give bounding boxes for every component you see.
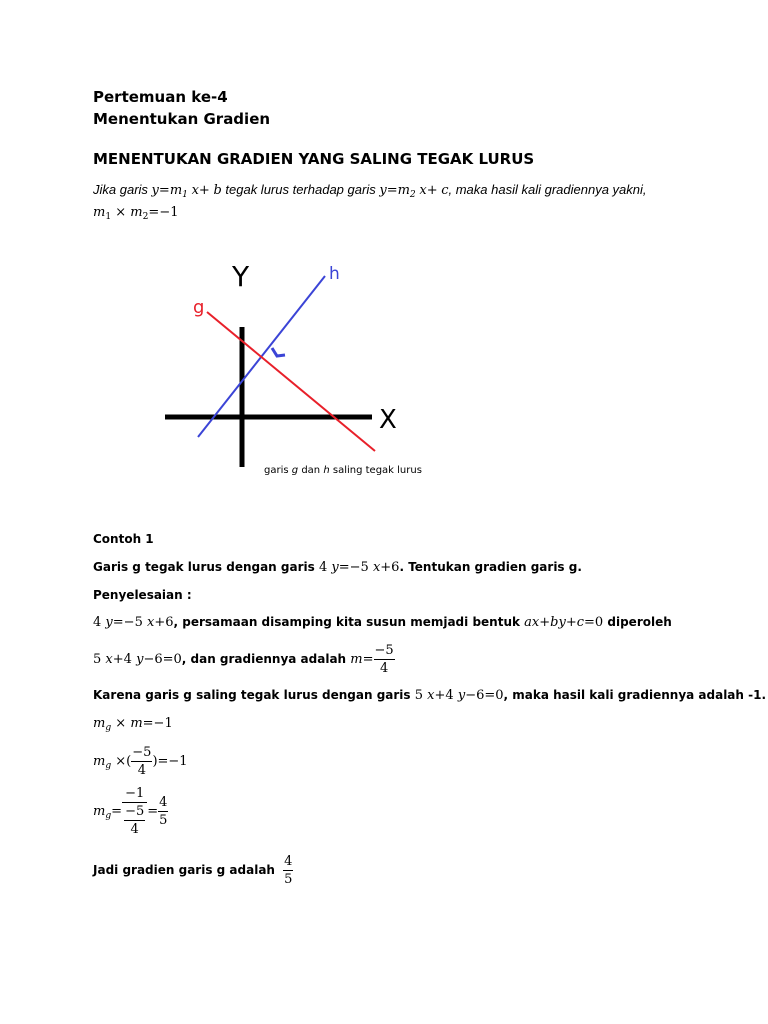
intro-product-equation: $m_1 \times m_2=-1$: [93, 205, 179, 222]
step3-pre: Karena garis g saling tegak lurus dengan garis: [93, 688, 411, 702]
gradient-m-value: m= $\frac{-5}{4}$: [350, 643, 394, 676]
section-title: MENENTUKAN GRADIEN YANG SALING TEGAK LURUS: [93, 150, 535, 168]
solution-step-3: [93, 688, 766, 703]
substitution-equation: $m_g$ ×( $\frac{-5}{4}$ )=−1: [93, 745, 188, 779]
conclusion-text: Jadi gradien garis g adalah: [93, 863, 275, 877]
conclusion: [93, 852, 293, 889]
general-form-equation: ax+by+c=0: [524, 615, 604, 630]
h-label: h: [329, 264, 340, 284]
document-title: Menentukan Gradien: [93, 110, 271, 128]
example-problem: [93, 560, 582, 575]
intro-lead: Jika garis: [93, 182, 148, 197]
line-g: [207, 312, 375, 451]
product-equation: $m_g \times m=-1$: [93, 716, 173, 733]
meeting-label: Pertemuan ke-4: [93, 88, 228, 106]
step3-equation: 5 x+4 y−6=0: [414, 688, 504, 703]
intro-line-1: [93, 182, 647, 200]
step1-end: diperoleh: [607, 615, 672, 629]
step1-text: , persamaan disamping kita susun memjadi bentuk: [173, 615, 520, 629]
diagram-caption: [264, 465, 422, 476]
step2-equation: 5 x+4 y−6=0: [93, 652, 182, 667]
perpendicular-lines-diagram: [150, 255, 450, 485]
intro-equation-1: $y=m_1$ x+ b: [151, 183, 222, 200]
problem-post: . Tentukan gradien garis g.: [399, 560, 582, 574]
right-angle-mark: [272, 348, 285, 356]
caption-mid: dan: [301, 465, 321, 476]
caption-g: g: [291, 465, 299, 476]
final-gradient: $\frac{4}{5}$: [284, 854, 293, 887]
problem-pre: Garis g tegak lurus dengan garis: [93, 560, 315, 574]
intro-equation-2: $y=m_2$ x+ c: [379, 183, 449, 200]
x-axis-label: X: [379, 405, 397, 435]
solution-label: Penyelesaian :: [93, 588, 192, 602]
caption-post: saling tegak lurus: [332, 465, 422, 476]
solution-step-1: [93, 615, 672, 630]
caption-h: h: [323, 465, 330, 476]
step3-post: , maka hasil kali gradiennya adalah -1.: [503, 688, 767, 702]
intro-mid: tegak lurus terhadap garis: [225, 182, 376, 197]
problem-equation: 4 y=−5 x+6: [318, 560, 400, 575]
y-axis-label: Y: [232, 260, 250, 293]
g-label: g: [193, 297, 205, 318]
solution-step-2: [93, 641, 395, 678]
example-title: Contoh 1: [93, 532, 154, 546]
solve-mg-equation: $m_g=$ $\frac{-1}{\frac{-5}{4}}$ = $\frac{4}{5}$: [93, 786, 168, 837]
intro-tail: , maka hasil kali gradiennya yakni,: [448, 182, 647, 197]
caption-pre: garis: [264, 465, 289, 476]
step1-equation: 4 y=−5 x+6: [93, 615, 174, 630]
step2-text: , dan gradiennya adalah: [181, 652, 347, 666]
